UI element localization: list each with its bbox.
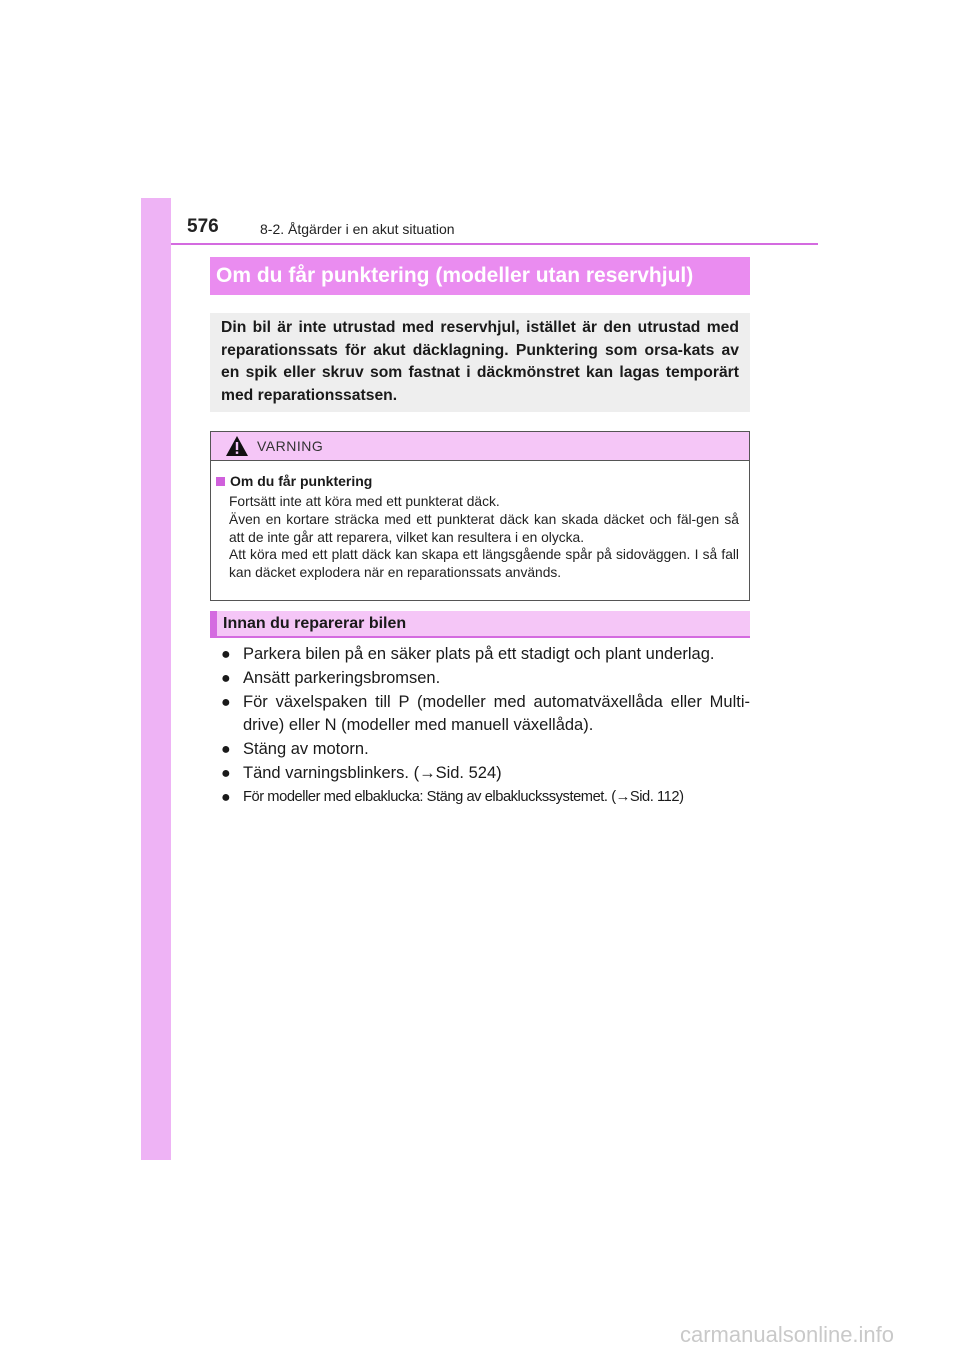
warning-line: Även en kortare sträcka med ett punkterat däck kan skada däcket och fäl-gen så att de inte går att reparera, vilket kan resultera i en olycka. — [229, 511, 739, 545]
step-text: För modeller med elbaklucka: Stäng av elbakluckssystemet. (→Sid. 112) — [243, 789, 684, 805]
list-item — [221, 738, 750, 761]
list-item — [221, 691, 750, 737]
square-bullet-icon — [216, 477, 225, 486]
warning-line: Fortsätt inte att köra med ett punkterat däck. — [229, 494, 500, 509]
bullet-icon: ● — [221, 646, 231, 663]
steps-list — [221, 643, 750, 810]
warning-triangle-icon — [225, 435, 249, 457]
watermark: carmanualsonline.info — [680, 1322, 895, 1347]
step-text: Tänd varningsblinkers. (→Sid. 524) — [243, 764, 502, 782]
warning-box — [210, 431, 750, 601]
bullet-icon: ● — [221, 694, 231, 711]
warning-header — [211, 432, 749, 461]
bullet-icon: ● — [221, 741, 231, 758]
page-title: Om du får punktering (modeller utan reservhjul) — [210, 257, 750, 295]
step-text: Parkera bilen på en säker plats på ett stadigt och plant underlag. — [243, 645, 715, 663]
section-breadcrumb: 8-2. Åtgärder i en akut situation — [260, 221, 455, 237]
bullet-icon: ● — [221, 789, 231, 806]
warning-line: Att köra med ett platt däck kan skapa ett längsgående spår på sidoväggen. I så fall kan däcket explodera när en reparationssats används. — [229, 547, 739, 581]
step-text: För växelspaken till P (modeller med automatväxellåda eller Multi-drive) eller N (modeller med manuell växellåda). — [243, 693, 750, 734]
header-divider — [171, 243, 818, 245]
list-item — [221, 643, 750, 666]
step-text: Ansätt parkeringsbromsen. — [243, 669, 441, 687]
warning-subheading-text: Om du får punktering — [230, 473, 373, 489]
warning-body — [211, 461, 749, 582]
list-item — [221, 667, 750, 690]
step-text: Stäng av motorn. — [243, 740, 369, 758]
bullet-icon: ● — [221, 765, 231, 782]
bullet-icon: ● — [221, 670, 231, 687]
page-number: 576 — [187, 216, 219, 237]
side-tab-strip — [141, 198, 171, 1160]
warning-text — [229, 493, 739, 582]
warning-subheading — [216, 473, 739, 489]
subsection-title: Innan du reparerar bilen — [210, 611, 750, 638]
intro-box — [210, 313, 750, 412]
warning-label: VARNING — [257, 438, 324, 454]
list-item — [221, 762, 750, 785]
list-item — [221, 786, 750, 809]
intro-text: Din bil är inte utrustad med reservhjul, istället är den utrustad med reparationssats för akut däcklagning. Punktering som orsa-kats av en spik eller skruv som fastnat i däckmönstret kan lagas temporärt med reparationssatsen. — [221, 319, 739, 404]
